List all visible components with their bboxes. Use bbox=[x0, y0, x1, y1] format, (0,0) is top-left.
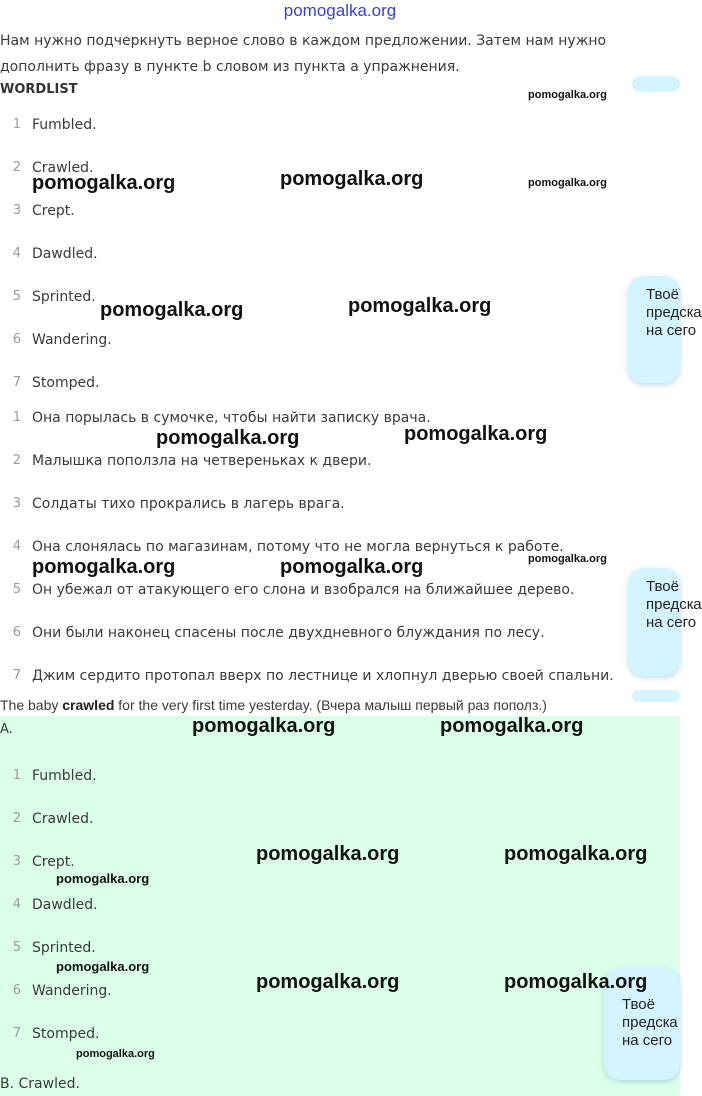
sentence-start: The baby bbox=[0, 697, 63, 713]
item-number: 1 bbox=[12, 768, 21, 783]
bubble-line-2: предскa bbox=[646, 596, 702, 613]
site-header-logo[interactable]: pomogalka.org bbox=[283, 1, 397, 20]
item-text: Fumbled. bbox=[32, 768, 97, 784]
item-text: Dawdled. bbox=[32, 897, 98, 913]
bubble-line-1: Твоё bbox=[646, 578, 679, 595]
item-number: 5 bbox=[12, 582, 21, 597]
example-sentence bbox=[0, 695, 680, 715]
watermark: pomogalka.org bbox=[100, 299, 244, 321]
bubble-line-2: предскa bbox=[622, 1014, 678, 1031]
item-number: 4 bbox=[12, 897, 21, 912]
item-number: 5 bbox=[12, 289, 21, 304]
bubble-line-3: на сего bbox=[646, 614, 697, 631]
answer-a-label: A. bbox=[0, 722, 13, 737]
watermark: pomogalka.org bbox=[404, 423, 548, 445]
item-text: Crept. bbox=[32, 854, 75, 870]
item-text: Она порылась в сумочке, чтобы найти записку врача. bbox=[32, 410, 431, 426]
watermark: pomogalka.org bbox=[504, 843, 648, 865]
prediction-bubble[interactable] bbox=[628, 568, 702, 676]
watermark: pomogalka.org bbox=[56, 959, 150, 974]
sentence-end: for the very first time yesterday. (Вчера малыш первый раз пополз.) bbox=[114, 697, 547, 713]
watermark: pomogalka.org bbox=[256, 843, 400, 865]
item-number: 3 bbox=[12, 496, 21, 511]
bubble-line-1: Твоё bbox=[646, 286, 679, 303]
wordlist-title: WORDLIST bbox=[0, 82, 78, 97]
item-text: Он убежал от атакующего его слона и взобрался на ближайшее дерево. bbox=[32, 582, 575, 598]
bubble-line-1: Твоё bbox=[622, 996, 655, 1013]
watermark: pomogalka.org bbox=[440, 715, 584, 737]
watermark: pomogalka.org bbox=[348, 295, 492, 317]
watermark: pomogalka.org bbox=[256, 971, 400, 993]
item-number: 5 bbox=[12, 940, 21, 955]
item-text: Sprinted. bbox=[32, 940, 96, 956]
item-number: 6 bbox=[12, 625, 21, 640]
watermark: pomogalka.org bbox=[528, 553, 607, 565]
watermark: pomogalka.org bbox=[32, 556, 176, 578]
intro-text bbox=[0, 28, 640, 80]
item-text: Crept. bbox=[32, 203, 75, 219]
item-text: Wandering. bbox=[32, 983, 112, 999]
item-text: Fumbled. bbox=[32, 117, 97, 133]
item-number: 4 bbox=[12, 539, 21, 554]
watermark: pomogalka.org bbox=[76, 1048, 155, 1060]
item-text: Малышка поползла на четвереньках к двери. bbox=[32, 453, 372, 469]
item-text: Sprinted. bbox=[32, 289, 96, 305]
item-number: 7 bbox=[12, 375, 21, 390]
item-text: Stomped. bbox=[32, 1026, 100, 1042]
bubble-line-3: на сего bbox=[646, 322, 697, 339]
item-number: 1 bbox=[12, 410, 21, 425]
item-text: Они были наконец спасены после двухдневного блуждания по лесу. bbox=[32, 625, 545, 641]
item-number: 2 bbox=[12, 160, 21, 175]
item-text: Crawled. bbox=[32, 811, 94, 827]
answer-b: B. Crawled. bbox=[0, 1076, 80, 1092]
item-number: 6 bbox=[12, 332, 21, 347]
watermark: pomogalka.org bbox=[156, 427, 300, 449]
item-text: Она слонялась по магазинам, потому что не могла вернуться к работе. bbox=[32, 539, 564, 555]
watermark: pomogalka.org bbox=[32, 172, 176, 194]
bubble-line-3: на сего bbox=[622, 1032, 673, 1049]
item-text: Wandering. bbox=[32, 332, 112, 348]
item-number: 4 bbox=[12, 246, 21, 261]
watermark: pomogalka.org bbox=[56, 871, 150, 886]
watermark: pomogalka.org bbox=[528, 89, 607, 101]
watermark: pomogalka.org bbox=[504, 971, 648, 993]
watermark: pomogalka.org bbox=[192, 715, 336, 737]
answer-panel bbox=[0, 716, 680, 1096]
watermark: pomogalka.org bbox=[280, 556, 424, 578]
intro-line-1: Нам нужно подчеркнуть верное слово в каждом предложении. Затем нам нужно bbox=[0, 33, 607, 49]
item-number: 7 bbox=[12, 1026, 21, 1041]
item-text: Dawdled. bbox=[32, 246, 98, 262]
bubble-edge-top bbox=[632, 76, 680, 92]
item-text: Солдаты тихо прокрались в лагерь врага. bbox=[32, 496, 345, 512]
prediction-bubble[interactable] bbox=[628, 276, 702, 383]
watermark: pomogalka.org bbox=[528, 177, 607, 189]
item-number: 6 bbox=[12, 983, 21, 998]
watermark: pomogalka.org bbox=[280, 168, 424, 190]
item-number: 2 bbox=[12, 811, 21, 826]
bubble-line-2: предскa bbox=[646, 304, 702, 321]
sentence-highlighted-word: crawled bbox=[62, 697, 115, 713]
item-number: 3 bbox=[12, 854, 21, 869]
item-text: Crawled. bbox=[32, 160, 94, 176]
item-number: 3 bbox=[12, 203, 21, 218]
bubble-edge-mid bbox=[632, 690, 680, 702]
item-number: 2 bbox=[12, 453, 21, 468]
item-text: Stomped. bbox=[32, 375, 100, 391]
item-number: 7 bbox=[12, 668, 21, 683]
item-text: Джим сердито протопал вверх по лестнице и хлопнул дверью своей спальни. bbox=[32, 668, 614, 684]
intro-line-2: дополнить фразу в пункте b словом из пункта а упражнения. bbox=[0, 59, 460, 75]
item-number: 1 bbox=[12, 117, 21, 132]
